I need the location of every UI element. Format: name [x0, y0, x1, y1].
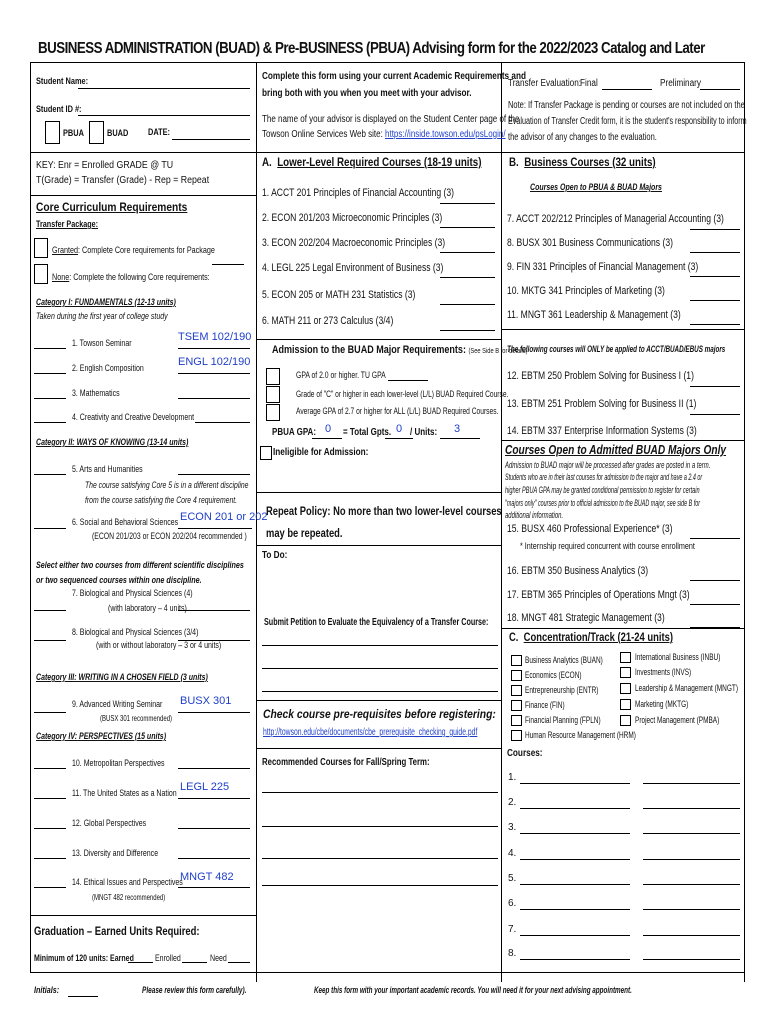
admission-title: Admission to the BUAD Major Requirements:	[272, 344, 466, 356]
course-number-8: 8.	[508, 948, 517, 959]
admission-heading	[272, 344, 527, 358]
preliminary-label: Preliminary	[660, 78, 702, 89]
section-b-item-16: 16. EBTM 350 Business Analytics (3)	[507, 565, 649, 577]
none-description: : Complete the following Core requirements:	[69, 272, 210, 282]
admission-item-2: Grade of "C" or higher in each lower-level (L/L) BUAD Required Course.	[296, 389, 509, 399]
graduation-heading: Graduation – Earned Units Required:	[34, 926, 200, 938]
category-3-heading: Category III: WRITING IN A CHOSEN FIELD (3 units)	[36, 672, 208, 682]
section-b-subheading	[530, 182, 662, 193]
category-1-note: Taken during the first year of college study	[36, 311, 168, 321]
units-label: / Units:	[410, 427, 438, 438]
core-item-3: 3. Mathematics	[72, 388, 120, 398]
core-item-5-note1: The course satisfying Core 5 is in a different discipline	[85, 480, 249, 490]
key-line2: T(Grade) = Transfer (Grade) - Rep = Repeat	[36, 175, 210, 186]
none-checkbox[interactable]	[34, 264, 48, 284]
student-id-field[interactable]	[78, 115, 250, 116]
section-b-item-15: 15. BUSX 460 Professional Experience* (3)	[507, 523, 673, 535]
prereq-link[interactable]: http://towson.edu/cbe/documents/cbe_prerequisite_checking_guide.pdf	[263, 727, 478, 738]
date-label: DATE:	[148, 127, 171, 137]
section-b-item-8: 8. BUSX 301 Business Communications (3)	[507, 237, 673, 249]
core-heading: Core Curriculum Requirements	[36, 200, 188, 214]
advisor-line1: The name of your advisor is displayed on the Student Center page of the	[262, 114, 520, 125]
pbua-gpa-label: PBUA GPA:	[272, 427, 316, 438]
concentration-invs: Investments (INVS)	[635, 667, 692, 677]
course-number-1: 1.	[508, 772, 517, 783]
section-b-letter: B.	[509, 157, 519, 169]
concentration-econ: Economics (ECON)	[525, 670, 582, 680]
section-a-item-5: 5. ECON 205 or MATH 231 Statistics (3)	[262, 289, 416, 301]
core-item-14-value: MNGT 482	[180, 871, 234, 883]
section-b-item-17: 17. EBTM 365 Principles of Operations Mngt (3)	[507, 589, 690, 601]
concentration-pmba: Project Management (PMBA)	[635, 715, 720, 725]
initials-label: Initials:	[34, 985, 60, 995]
core-item-9-note: (BUSX 301 recommended)	[100, 714, 173, 723]
concentration-checkbox-buan[interactable]	[511, 655, 522, 666]
admission-checkbox-2[interactable]	[266, 386, 280, 403]
section-a-item-4: 4. LEGL 225 Legal Environment of Business (3)	[262, 262, 444, 274]
core-item-10: 10. Metropolitan Perspectives	[72, 758, 165, 768]
admission-item-1: GPA of 2.0 or higher. TU GPA	[296, 370, 386, 380]
core-item-4: 4. Creativity and Creative Development	[72, 412, 195, 422]
core-item-2-value: ENGL 102/190	[178, 356, 251, 368]
earned-field[interactable]	[128, 962, 153, 963]
select-note-2: or two sequenced courses within one discipline.	[36, 575, 202, 585]
concentration-mngt: Leadership & Management (MNGT)	[635, 683, 739, 693]
enrolled-label: Enrolled	[155, 953, 181, 963]
section-b-item-10: 10. MKTG 341 Principles of Marketing (3)	[507, 285, 665, 297]
section-b-item-14: 14. EBTM 337 Enterprise Information Systems (3)	[507, 425, 697, 437]
admission-checkbox-3[interactable]	[266, 404, 280, 421]
buad-checkbox[interactable]	[89, 121, 104, 144]
course-number-5: 5.	[508, 873, 517, 884]
petition-field-1[interactable]	[262, 645, 498, 646]
concentration-checkbox-inbu[interactable]	[620, 652, 631, 663]
category-1-heading: Category I: FUNDAMENTALS (12-13 units)	[36, 297, 176, 307]
petition-field-2[interactable]	[262, 668, 498, 669]
granted-checkbox[interactable]	[34, 238, 48, 258]
pbua-label: PBUA	[63, 128, 84, 138]
keep-note: Keep this form with your important academic records. You will need it for your next advising appointment.	[314, 985, 632, 995]
concentration-checkbox-entr[interactable]	[511, 685, 522, 696]
section-b-item-12: 12. EBTM 250 Problem Solving for Business I (1)	[507, 370, 694, 382]
instructions-line1: Complete this form using your current Academic Requirements and	[262, 71, 526, 82]
core-item-6-note: (ECON 201/203 or ECON 202/204 recommended )	[92, 531, 247, 541]
advisor-link[interactable]: https://inside.towson.edu/psLogin/	[385, 129, 506, 140]
section-c-letter: C.	[509, 632, 519, 644]
section-b-subheading-text: Courses Open to PBUA & BUAD Majors	[530, 182, 662, 192]
admitted-heading: Courses Open to Admitted BUAD Majors Only	[505, 442, 727, 457]
note-line2: Evaluation of Transfer Credit form, it is the student's responsibility to inform	[508, 116, 747, 127]
core-item-7: 7. Biological and Physical Sciences (4)	[72, 588, 193, 598]
preliminary-field[interactable]	[700, 89, 740, 90]
section-b-item-15-note: * Internship required concurrent with course enrollment	[520, 541, 695, 551]
core-item-6: 6. Social and Behavioral Sciences	[72, 517, 179, 527]
concentration-checkbox-invs[interactable]	[620, 667, 631, 678]
concentration-checkbox-pmba[interactable]	[620, 715, 631, 726]
core-item-9: 9. Advanced Writing Seminar	[72, 699, 163, 709]
ineligible-label: Ineligible for Admission:	[273, 447, 369, 458]
advisor-line2-prefix: Towson Online Services Web site:	[262, 129, 386, 140]
student-name-label: Student Name:	[36, 76, 89, 86]
initials-field[interactable]	[68, 996, 98, 997]
section-b-heading	[509, 157, 656, 170]
section-a-item-6: 6. MATH 211 or 273 Calculus (3/4)	[262, 315, 394, 327]
instructions-line2: bring both with you when you meet with your advisor.	[262, 88, 472, 99]
core-item-13: 13. Diversity and Difference	[72, 848, 159, 858]
section-b-title: Business Courses (32 units)	[524, 157, 656, 169]
none-text	[52, 272, 210, 283]
concentration-checkbox-fpln[interactable]	[511, 715, 522, 726]
note-line1: Note: If Transfer Package is pending or courses are not included on the	[508, 100, 745, 111]
section-a-heading	[262, 157, 481, 170]
todo-label: To Do:	[262, 550, 288, 561]
section-a-item-3: 3. ECON 202/204 Macroeconomic Principles (3)	[262, 237, 446, 249]
admitted-note-4: "majors only" courses prior to official admission to the BUAD major, see side B for	[505, 498, 701, 508]
petition-label: Submit Petition to Evaluate the Equivalency of a Transfer Course:	[264, 617, 489, 628]
acct-note: The following courses will ONLY be applied to ACCT/BUAD/EBUS majors	[507, 344, 726, 354]
repeat-policy-2: may be repeated.	[266, 526, 343, 540]
core-item-14: 14. Ethical Issues and Perspectives	[72, 877, 183, 887]
core-item-7-note: (with laboratory – 4 units)	[108, 603, 187, 613]
course-number-6: 6.	[508, 898, 517, 909]
key-line1: KEY: Enr = Enrolled GRADE @ TU	[36, 160, 174, 171]
student-name-field[interactable]	[78, 88, 250, 89]
concentration-checkbox-fin[interactable]	[511, 700, 522, 711]
course-number-3: 3.	[508, 822, 517, 833]
ineligible-checkbox[interactable]	[260, 446, 272, 460]
prereq-label: Check course pre-requisites before registering:	[263, 707, 496, 721]
section-a-letter: A.	[262, 157, 272, 169]
section-c-heading	[509, 632, 673, 645]
concentration-hrm: Human Resource Management (HRM)	[525, 730, 636, 740]
granted-text	[52, 245, 215, 256]
section-a-title: Lower-Level Required Courses (18-19 units)	[277, 157, 482, 169]
review-note: Please review this form carefully).	[142, 985, 247, 995]
need-label: Need	[210, 953, 227, 963]
concentration-fin: Finance (FIN)	[525, 700, 565, 710]
granted-label: Granted	[52, 245, 79, 255]
admission-note: (See Side B for details)	[468, 348, 528, 355]
buad-label: BUAD	[107, 128, 129, 138]
pbua-checkbox[interactable]	[45, 121, 60, 144]
concentration-checkbox-hrm[interactable]	[511, 730, 522, 741]
core-item-14-note: (MNGT 482 recommended)	[92, 893, 166, 902]
course-number-2: 2.	[508, 797, 517, 808]
core-item-1: 1. Towson Seminar	[72, 338, 132, 348]
core-item-8: 8. Biological and Physical Sciences (3/4)	[72, 627, 199, 637]
section-a-item-1: 1. ACCT 201 Principles of Financial Accounting (3)	[262, 187, 455, 199]
transfer-eval-label: Transfer Evaluation:	[508, 78, 582, 89]
concentration-buan: Business Analytics (BUAN)	[525, 655, 603, 665]
units-value: 3	[454, 423, 461, 435]
core-item-9-value: BUSX 301	[180, 695, 232, 707]
category-4-heading: Category IV: PERSPECTIVES (15 units)	[36, 731, 167, 741]
select-note-1: Select either two courses from different scientific disciplines	[36, 560, 244, 570]
admitted-note-1: Admission to BUAD major will be processed after grades are posted in a term.	[505, 460, 711, 470]
core-item-5-note2: from the course satisfying the Core 4 requirement.	[85, 495, 238, 505]
enrolled-field[interactable]	[182, 962, 207, 963]
advisor-line2	[262, 129, 506, 140]
final-field[interactable]	[602, 89, 652, 90]
section-b-item-13: 13. EBTM 251 Problem Solving for Business II (1)	[507, 398, 697, 410]
concentration-checkbox-mktg[interactable]	[620, 699, 631, 710]
section-a-item-2: 2. ECON 201/203 Microeconomic Principles (3)	[262, 212, 443, 224]
petition-field-3[interactable]	[262, 691, 498, 692]
pbua-gpa-value: 0	[325, 423, 332, 435]
concentration-fpln: Financial Planning (FPLN)	[525, 715, 601, 725]
repeat-policy-1: Repeat Policy: No more than two lower-level courses	[266, 504, 502, 518]
core-item-1-value: TSEM 102/190	[178, 331, 252, 343]
core-item-11-value: LEGL 225	[180, 781, 230, 793]
section-b-item-11: 11. MNGT 361 Leadership & Management (3)	[507, 309, 681, 321]
concentration-checkbox-mngt[interactable]	[620, 683, 631, 694]
concentration-entr: Entrepreneurship (ENTR)	[525, 685, 599, 695]
admitted-note-5: additional information.	[505, 510, 564, 520]
core-item-6-value: ECON 201 or 202	[180, 511, 268, 523]
courses-label: Courses:	[507, 748, 543, 759]
final-label: Final	[580, 78, 598, 89]
course-number-4: 4.	[508, 848, 517, 859]
date-field[interactable]	[172, 139, 250, 140]
section-c-title: Concentration/Track (21-24 units)	[523, 632, 674, 644]
concentration-inbu: International Business (INBU)	[635, 652, 721, 662]
total-gpts-value: 0	[396, 423, 403, 435]
admitted-note-2: Students who are in their last courses for admission to the major and have a 2.4 or	[505, 472, 703, 482]
total-gpts-label: = Total Gpts.	[343, 427, 392, 438]
transfer-package-label: Transfer Package:	[36, 219, 99, 229]
core-item-11: 11. The United States as a Nation	[72, 788, 177, 798]
admitted-note-3: higher PBUA GPA may be granted conditional permission to register for certain	[505, 485, 700, 495]
recommended-label: Recommended Courses for Fall/Spring Term:	[262, 757, 430, 768]
page-title: BUSINESS ADMINISTRATION (BUAD) & Pre-BUSINESS (PBUA) Advising form for the 2022/2023 Catalog and Later	[38, 40, 705, 57]
concentration-mktg: Marketing (MKTG)	[635, 699, 689, 709]
admission-item-3: Average GPA of 2.7 or higher for ALL (L/L) BUAD Required Courses.	[296, 406, 499, 416]
need-field[interactable]	[228, 962, 250, 963]
section-b-item-7: 7. ACCT 202/212 Principles of Managerial Accounting (3)	[507, 213, 724, 225]
granted-description: : Complete Core requirements for Package	[78, 245, 215, 255]
note-line3: the advisor of any changes to the evaluation.	[508, 132, 657, 143]
section-b-item-9: 9. FIN 331 Principles of Financial Management (3)	[507, 261, 699, 273]
course-number-7: 7.	[508, 924, 517, 935]
core-item-8-note: (with or without laboratory – 3 or 4 units)	[96, 640, 222, 650]
core-item-2: 2. English Composition	[72, 363, 144, 373]
category-2-heading: Category II: WAYS OF KNOWING (13-14 units)	[36, 437, 189, 447]
core-item-12: 12. Global Perspectives	[72, 818, 147, 828]
core-item-5: 5. Arts and Humanities	[72, 464, 143, 474]
section-b-item-18: 18. MNGT 481 Strategic Management (3)	[507, 612, 665, 624]
concentration-checkbox-econ[interactable]	[511, 670, 522, 681]
none-label: None	[52, 272, 70, 282]
admission-checkbox-1[interactable]	[266, 368, 280, 385]
student-id-label: Student ID #:	[36, 104, 82, 114]
minimum-units-label: Minimum of 120 units: Earned	[34, 953, 134, 963]
